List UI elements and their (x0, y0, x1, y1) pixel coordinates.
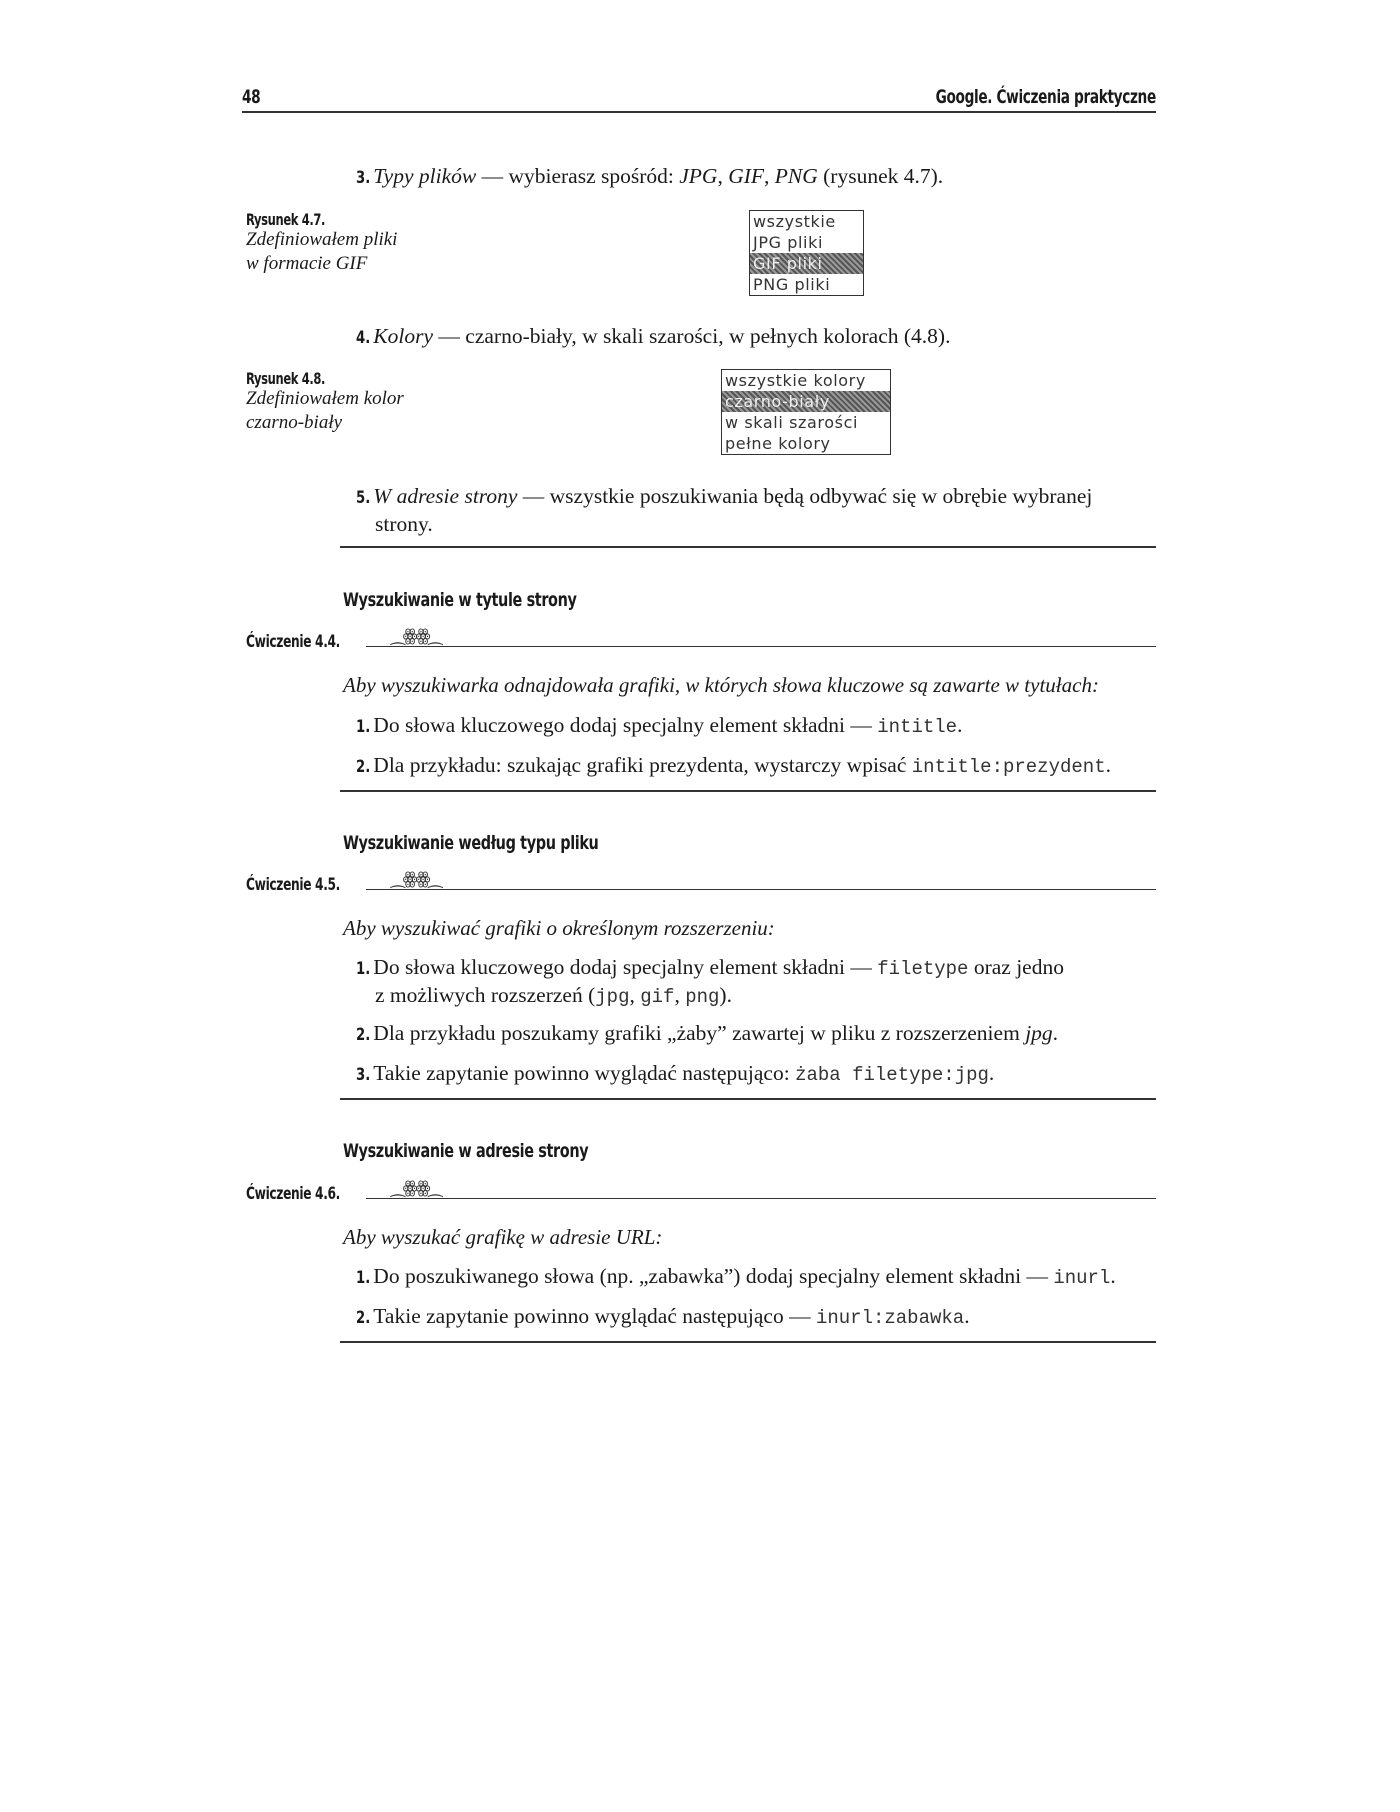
section-heading: Wyszukiwanie według typu pliku (343, 832, 599, 854)
figure-label: Rysunek 4.7. (246, 210, 326, 229)
page-number: 48 (242, 86, 261, 108)
caption-text: czarno-biały (246, 412, 343, 433)
ornament-icon: ⁔ꙮꙮ⁔ (391, 626, 441, 646)
exercise-step: 1. Do poszukiwanego słowa (np. „zabawka”) dodaj specjalny element składni — inurl. (356, 1264, 1116, 1289)
listbox-option-selected[interactable]: GIF pliki (750, 253, 863, 274)
exercise-step: 1. Do słowa kluczowego dodaj specjalny element składni — intitle. (356, 713, 963, 738)
exercise-rule (366, 1198, 1156, 1199)
section-heading: Wyszukiwanie w adresie strony (343, 1140, 589, 1162)
exercise-intro: Aby wyszukiwać grafiki o określonym rozszerzeniu: (343, 916, 775, 940)
page-header (242, 84, 1156, 112)
figure-label: Rysunek 4.8. (246, 369, 326, 388)
exercise-step: 2. Dla przykładu: szukając grafiki prezydenta, wystarczy wpisać intitle:prezydent. (356, 753, 1111, 778)
listbox-option[interactable]: PNG pliki (753, 275, 831, 294)
exercise-intro: Aby wyszukać grafikę w adresie URL: (343, 1225, 663, 1249)
exercise-step: 3. Takie zapytanie powinno wyglądać następująco: żaba filetype:jpg. (356, 1061, 995, 1086)
listbox-option[interactable]: wszystkie kolory (725, 371, 866, 390)
list-item-site-address: 5. W adresie strony — wszystkie poszukiwania będą odbywać się w obrębie wybranej strony. (356, 484, 1093, 536)
section-rule (340, 1098, 1156, 1100)
color-listbox[interactable] (721, 369, 891, 455)
header-rule (242, 111, 1156, 113)
listbox-option[interactable]: JPG pliki (753, 233, 824, 252)
figure-caption-4-7 (246, 210, 446, 276)
list-item-file-types: 3. Typy plików — wybierasz spośród: JPG, GIF, PNG (rysunek 4.7). (356, 164, 944, 188)
exercise-label: Ćwiczenie 4.5. (246, 875, 340, 895)
listbox-option[interactable]: wszystkie (753, 212, 836, 231)
caption-text: Zdefiniowałem kolor (246, 388, 404, 409)
file-type-listbox[interactable] (749, 210, 864, 296)
ornament-icon: ⁔ꙮꙮ⁔ (391, 1178, 441, 1198)
ornament-icon: ⁔ꙮꙮ⁔ (391, 869, 441, 889)
exercise-step: 2. Takie zapytanie powinno wyglądać następująco — inurl:zabawka. (356, 1304, 970, 1329)
exercise-rule (366, 889, 1156, 890)
section-rule (340, 790, 1156, 792)
exercise-label-row (246, 869, 1156, 899)
exercise-step: 2. Dla przykładu poszukamy grafiki „żaby” zawartej w pliku z rozszerzeniem jpg. (356, 1021, 1059, 1045)
exercise-label-row (246, 1178, 1156, 1208)
exercise-rule (366, 646, 1156, 647)
caption-text: Zdefiniowałem pliki (246, 229, 398, 250)
listbox-option[interactable]: pełne kolory (725, 434, 831, 453)
exercise-label: Ćwiczenie 4.6. (246, 1184, 340, 1204)
exercise-intro: Aby wyszukiwarka odnajdowała grafiki, w których słowa kluczowe są zawarte w tytułach: (343, 673, 1099, 697)
figure-caption-4-8 (246, 369, 466, 435)
section-rule (340, 1341, 1156, 1343)
listbox-option-selected[interactable]: czarno-biały (722, 391, 890, 412)
list-item-colors: 4. Kolory — czarno-biały, w skali szarości, w pełnych kolorach (4.8). (356, 324, 951, 348)
exercise-label-row (246, 626, 1156, 656)
section-heading: Wyszukiwanie w tytule strony (343, 589, 577, 611)
running-title: Google. Ćwiczenia praktyczne (935, 86, 1156, 108)
section-rule (340, 546, 1156, 548)
exercise-step: 1. Do słowa kluczowego dodaj specjalny element składni — filetype oraz jedno z możliwych rozszerzeń (jpg, gif, png). (356, 955, 1064, 1008)
listbox-option[interactable]: w skali szarości (725, 413, 859, 432)
caption-text: w formacie GIF (246, 253, 368, 274)
exercise-label: Ćwiczenie 4.4. (246, 632, 340, 652)
